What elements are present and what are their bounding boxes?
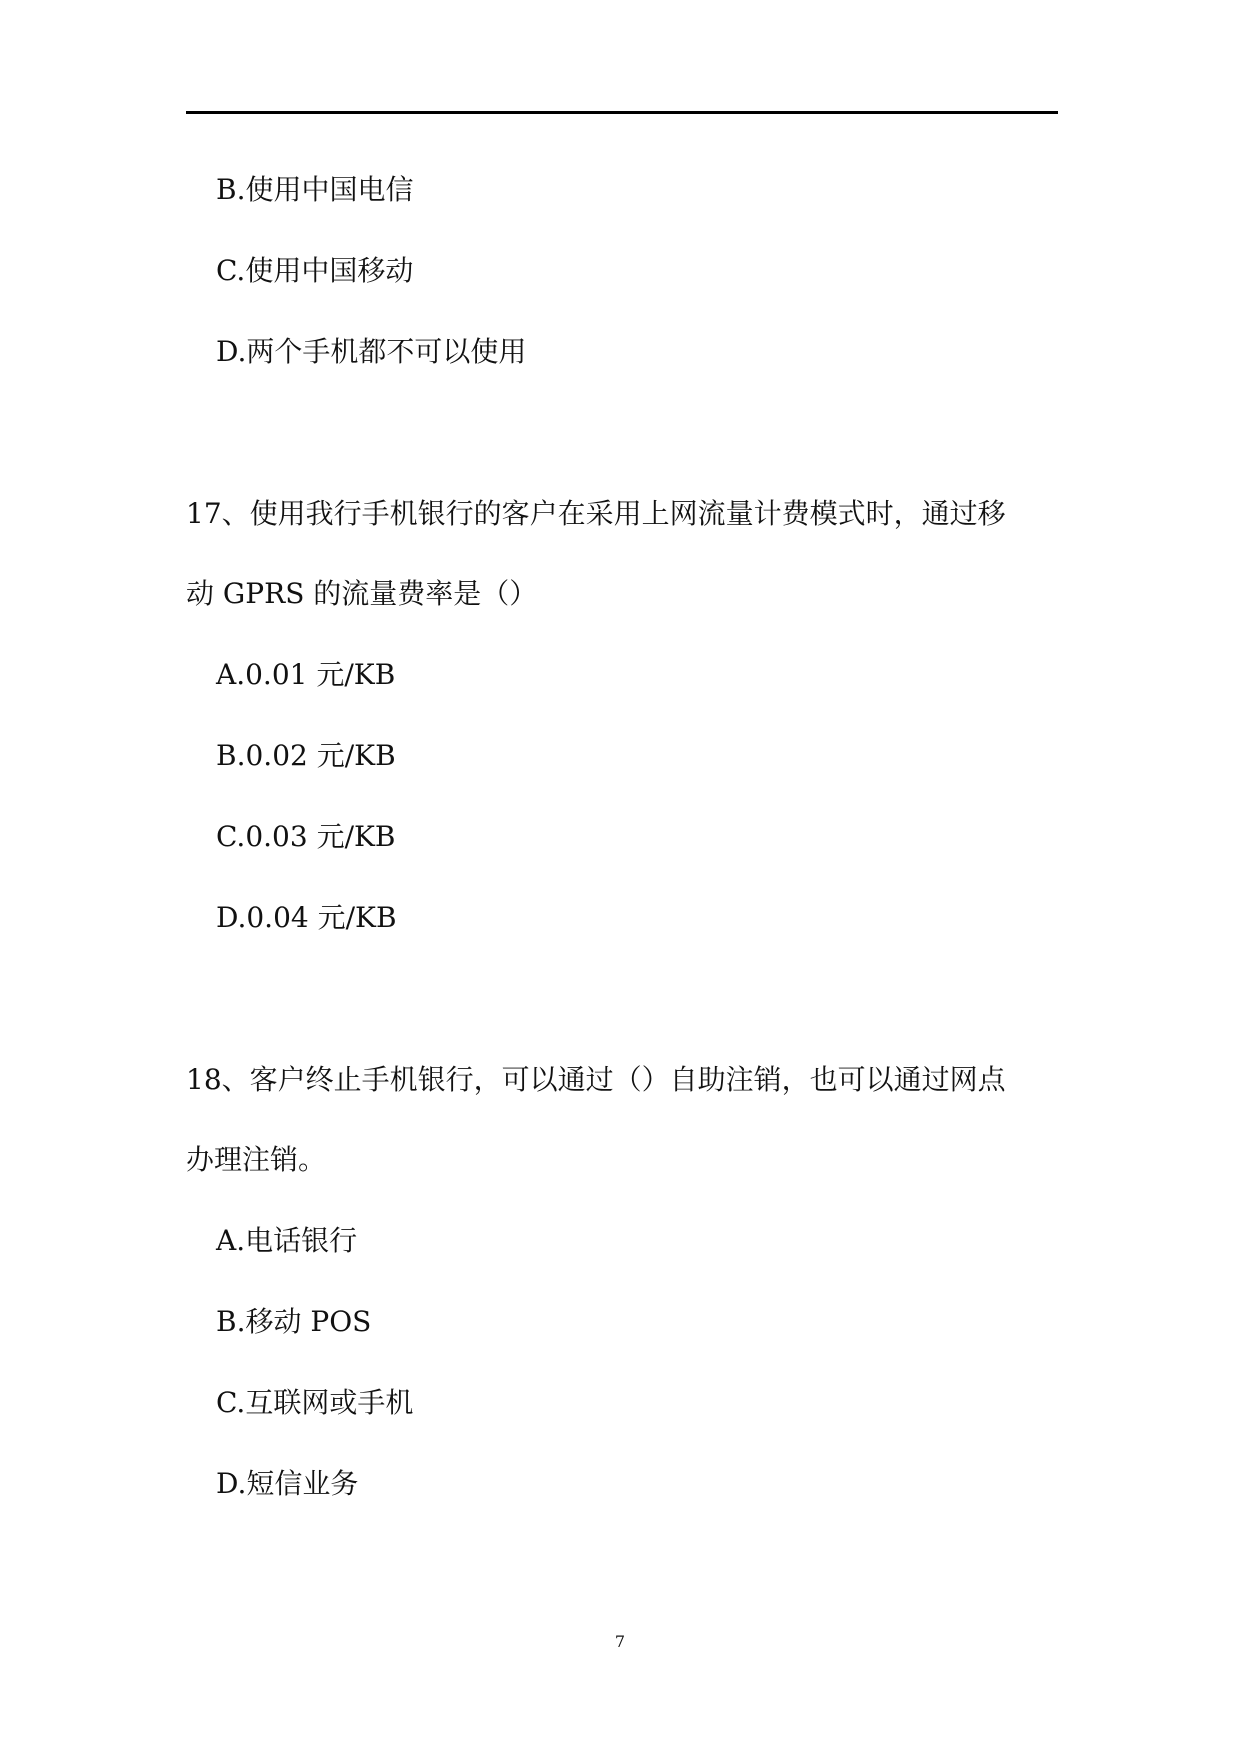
page-number: 7 [614,1632,626,1651]
question-17-option-a: A.0.01 元/KB [216,658,396,691]
question-17-text-line-2: 动 GPRS 的流量费率是（） [186,577,538,610]
prev-question-option-d: D.两个手机都不可以使用 [216,335,527,368]
question-18-option-c: C.互联网或手机 [216,1386,414,1419]
prev-question-option-b: B.使用中国电信 [216,173,414,206]
question-17-text-line-1: 17、使用我行手机银行的客户在采用上网流量计费模式时，通过移 [186,497,1006,530]
question-18-text-line-2: 办理注销。 [186,1143,327,1176]
question-18-text-line-1: 18、客户终止手机银行，可以通过（）自助注销，也可以通过网点 [186,1063,1006,1096]
prev-question-option-c: C.使用中国移动 [216,254,414,287]
question-17-option-c: C.0.03 元/KB [216,820,396,853]
question-18-option-a: A.电话银行 [216,1224,358,1257]
question-18-option-d: D.短信业务 [216,1467,359,1500]
header-rule [186,111,1058,114]
question-18-option-b: B.移动 POS [216,1305,372,1338]
question-17-option-d: D.0.04 元/KB [216,901,397,934]
question-17-option-b: B.0.02 元/KB [216,739,396,772]
